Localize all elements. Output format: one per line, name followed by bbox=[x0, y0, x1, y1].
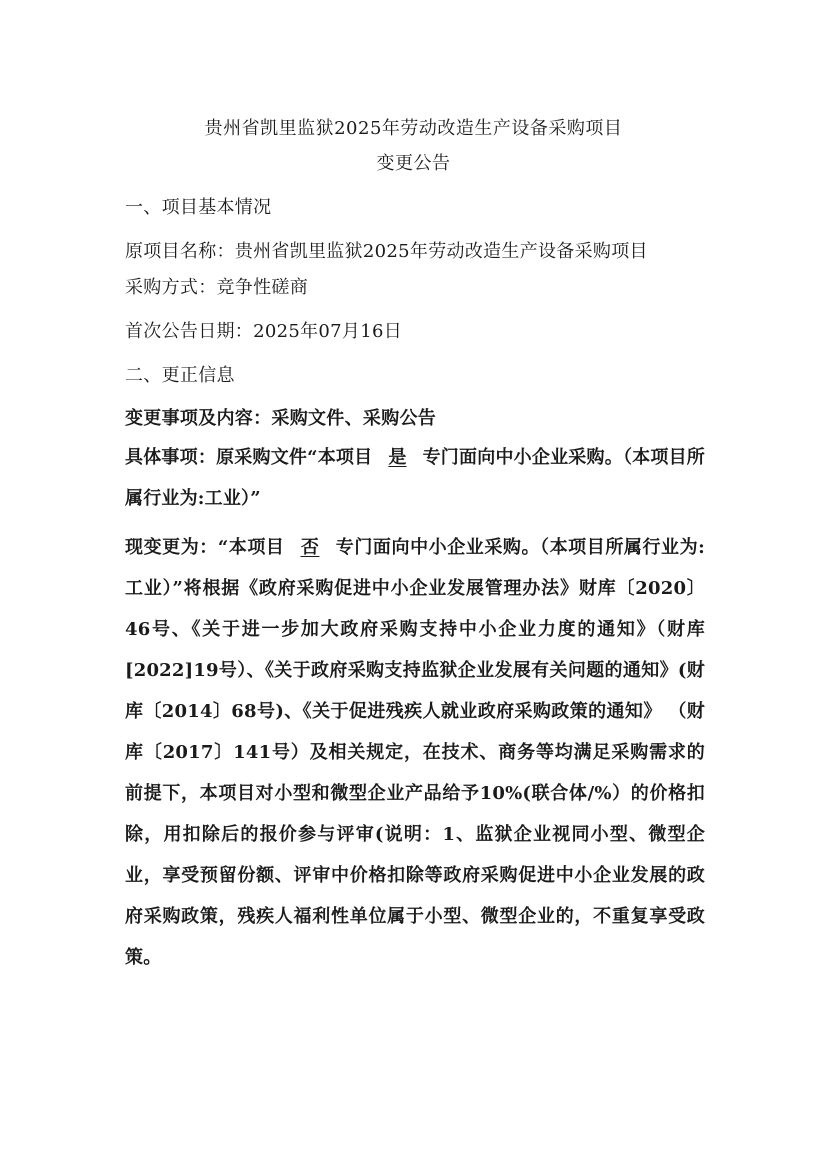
first-notice-date-label: 首次公告日期： bbox=[125, 321, 254, 342]
document-title: 贵州省凯里监狱2025年劳动改造生产设备采购项目 bbox=[204, 118, 623, 139]
specific-prefix: 具体事项：原采购文件“本项目 bbox=[125, 447, 373, 468]
first-notice-date-value: 2025年07月16日 bbox=[253, 321, 403, 342]
original-word: 是 bbox=[388, 447, 407, 468]
section2-heading: 二、更正信息 bbox=[125, 365, 235, 386]
changed-word: 否 bbox=[300, 537, 320, 558]
first-notice-date-row bbox=[125, 317, 402, 343]
now-suffix: 专门面向中小企业采购。（本项目所属行业为:工业）”将根据《政府采购促进中小企业发展管理办法》财库〔2020〕46号、《关于进一步加大政府采购支持中小企业力度的通知》（财库[2022]19号）、《关于政府采购支持监狱企业发展有关问题的通知》(财库〔2014〕68号)、《关于促进残疾人就业政府采购政策的通知》 （财库〔2017〕141号）及相关规定，在技术、商务等均满足采购需求的前提下，本项目对小型和微型企业产品给予10%(联合体/%）的价格扣除，用扣除后的报价参与评审(说明：1、监狱企业视同小型、微型企业，享受预留份额、评审中价格扣除等政府采购促进中小企业发展的政府采购政策，残疾人福利性单位属于小型、微型企业的，不重复享受政策。 bbox=[125, 537, 706, 968]
procurement-method-label: 采购方式： bbox=[125, 277, 217, 298]
procurement-method-row bbox=[125, 273, 308, 299]
project-name-value: 贵州省凯里监狱2025年劳动改造生产设备采购项目 bbox=[234, 241, 648, 262]
change-items-row bbox=[125, 404, 436, 430]
change-description-paragraph bbox=[125, 527, 705, 978]
now-prefix: 现变更为：“本项目 bbox=[125, 537, 285, 558]
document-subtitle: 变更公告 bbox=[376, 153, 451, 174]
specific-items-paragraph bbox=[125, 437, 705, 519]
project-name-row bbox=[125, 237, 648, 263]
change-items-label: 变更事项及内容： bbox=[125, 408, 272, 429]
specific-suffix: 专门面向中小企业采购。（本项目所属行业为:工业）” bbox=[125, 447, 705, 509]
procurement-method-value: 竞争性磋商 bbox=[216, 277, 308, 298]
project-name-label: 原项目名称： bbox=[125, 241, 235, 262]
change-items-value: 采购文件、采购公告 bbox=[271, 408, 437, 429]
section1-heading: 一、项目基本情况 bbox=[125, 197, 272, 218]
